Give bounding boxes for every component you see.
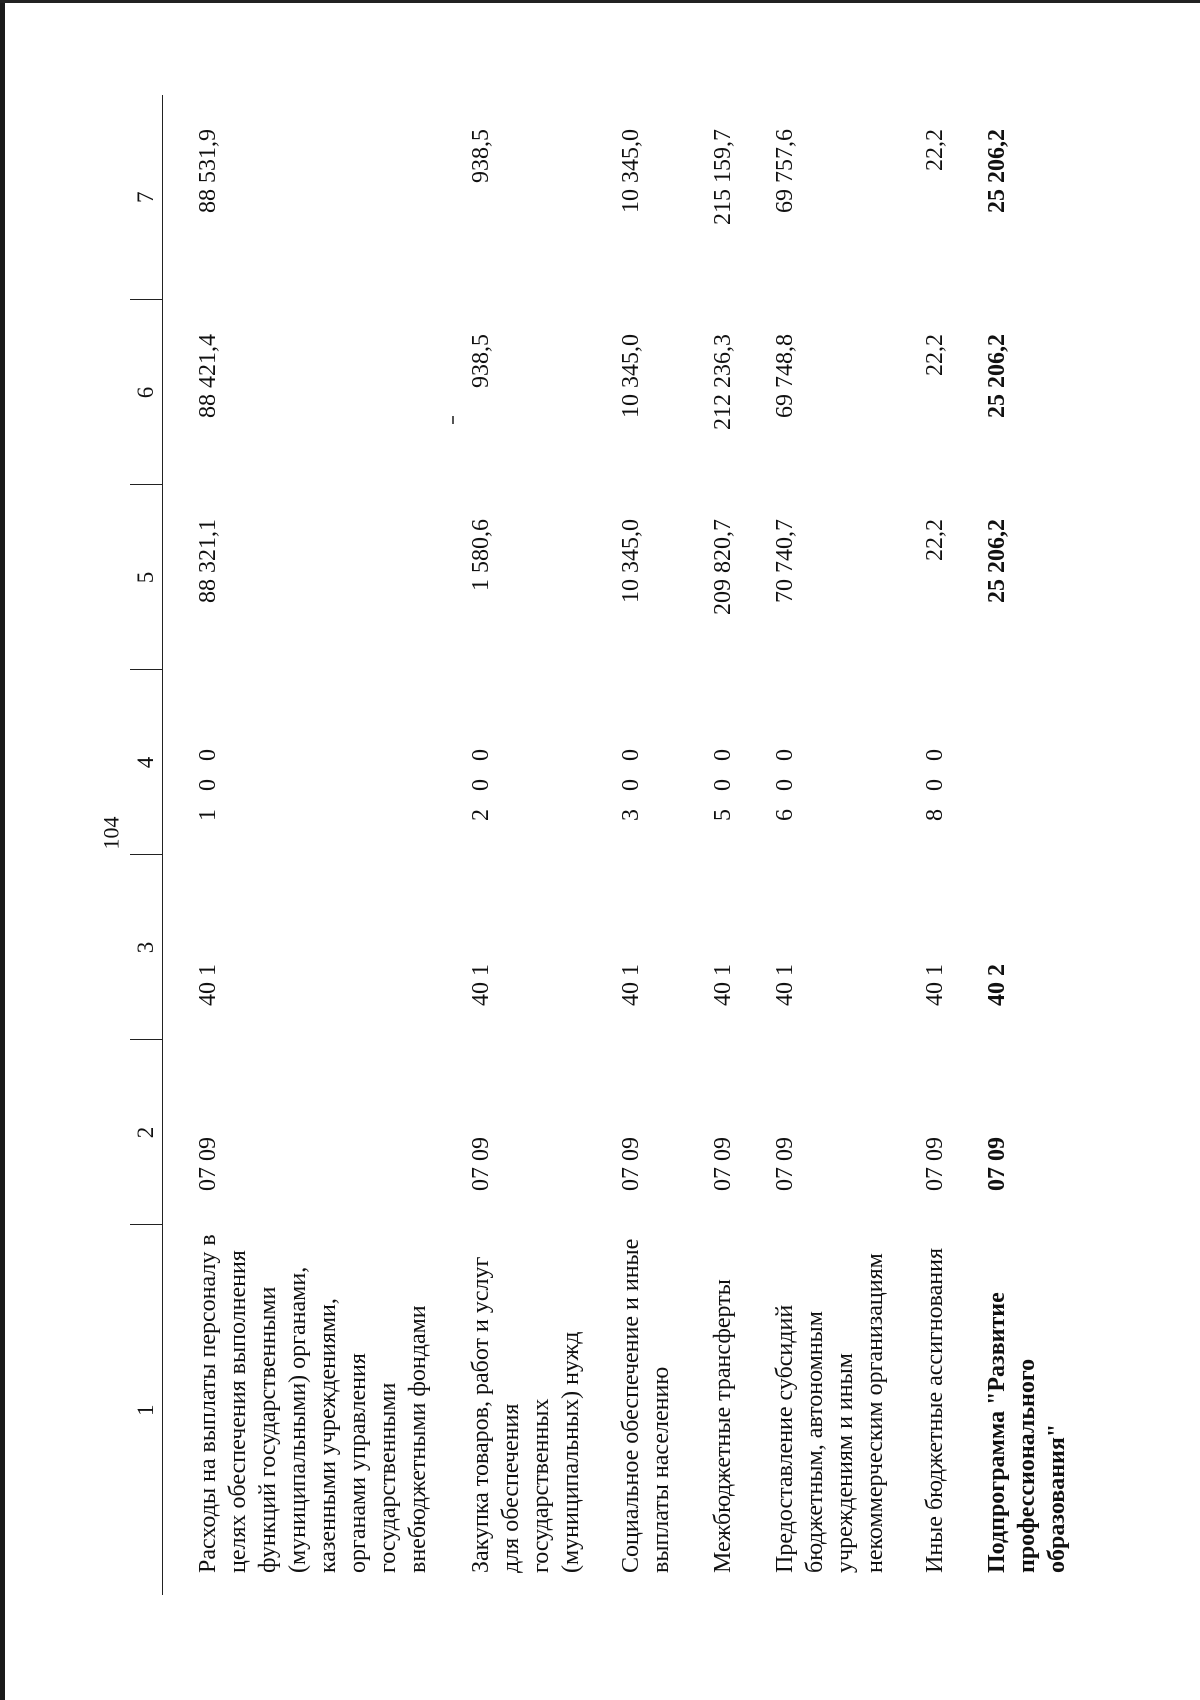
value-col-5: 209 820,7	[710, 519, 736, 615]
target-code: 40 1	[195, 964, 221, 1006]
budget-table-container	[130, 95, 1170, 1595]
target-code: 40 2	[984, 964, 1010, 1006]
expense-type-code: 1 0 0	[195, 743, 221, 821]
col-header-6: 6	[130, 300, 163, 485]
value-col-7: 22,2	[922, 129, 948, 171]
table-row	[678, 95, 740, 1595]
section-code: 07 09	[195, 1137, 221, 1191]
col-header-3: 3	[130, 855, 163, 1040]
header-row	[130, 95, 163, 1595]
target-code: 40 1	[618, 964, 644, 1006]
table-row	[586, 95, 678, 1595]
section-code: 07 09	[618, 1137, 644, 1191]
value-col-6: 938,5	[468, 334, 494, 388]
value-col-6: 25 206,2	[984, 334, 1010, 418]
value-col-5: 22,2	[922, 519, 948, 561]
row-name: Иные бюджетные ассигнования	[922, 1248, 948, 1573]
expense-type-code: 2 0 0	[468, 743, 494, 821]
value-col-6: 22,2	[922, 334, 948, 376]
expense-type-code: 5 0 0	[710, 743, 736, 821]
value-col-6: 10 345,0	[618, 334, 644, 418]
expense-type-code: 8 0 0	[922, 743, 948, 821]
value-col-7: 938,5	[468, 129, 494, 183]
row-name: Межбюджетные трансферты	[710, 1279, 736, 1573]
table-row	[740, 95, 890, 1595]
section-code: 07 09	[922, 1137, 948, 1191]
value-col-6: 212 236,3	[710, 334, 736, 430]
value-col-7: 69 757,6	[772, 129, 798, 213]
table-row	[890, 95, 952, 1595]
scan-edge-left	[0, 0, 5, 1700]
target-code: 40 1	[922, 964, 948, 1006]
col-header-7: 7	[130, 95, 163, 300]
expense-type-code	[952, 670, 1072, 855]
table-row	[163, 95, 437, 1595]
value-col-7: 25 206,2	[984, 129, 1010, 213]
row-name: Закупка товаров, работ и услуг для обеспечения государственных (муниципальных) нужд	[468, 1256, 584, 1573]
value-col-7: 88 531,9	[195, 129, 221, 213]
value-col-7: 10 345,0	[618, 129, 644, 213]
col-header-5: 5	[130, 485, 163, 670]
row-name: Социальное обеспечение и иные выплаты населению	[618, 1238, 674, 1573]
col-header-4: 4	[130, 670, 163, 855]
section-code: 07 09	[984, 1137, 1010, 1191]
budget-table	[130, 95, 1072, 1595]
value-col-5: 10 345,0	[618, 519, 644, 603]
value-col-5: 25 206,2	[984, 519, 1010, 603]
row-name: Предоставление субсидий бюджетным, автономным учреждениям и иным некоммерческим организациям	[772, 1253, 888, 1573]
value-col-6: 69 748,8	[772, 334, 798, 418]
target-code: 40 1	[772, 964, 798, 1006]
target-code: 40 1	[468, 964, 494, 1006]
scan-edge-top	[0, 0, 1200, 3]
value-col-7: 215 159,7	[710, 129, 736, 225]
col-header-1: 1	[130, 1225, 163, 1595]
value-col-5: 88 321,1	[195, 519, 221, 603]
col-header-2: 2	[130, 1040, 163, 1225]
table-row	[436, 95, 586, 1595]
target-code: 40 1	[710, 964, 736, 1006]
value-col-6: 88 421,4	[195, 334, 221, 418]
subprogram-name: Подпрограмма "Развитие профессионального образования"	[984, 1292, 1070, 1573]
row-name: Расходы на выплаты персоналу в целях обеспечения выполнения функций государственными (муниципальными) органами, казенными учреждениями, органами управления государственными внебюджетными фондами	[195, 1234, 431, 1573]
subprogram-total-row	[952, 95, 1072, 1595]
value-col-5: 1 580,6	[468, 519, 494, 591]
page-number: 104	[98, 816, 124, 850]
section-code: 07 09	[710, 1137, 736, 1191]
section-code: 07 09	[772, 1137, 798, 1191]
section-code: 07 09	[468, 1137, 494, 1191]
expense-type-code: 3 0 0	[618, 743, 644, 821]
expense-type-code: 6 0 0	[772, 743, 798, 821]
value-col-5: 70 740,7	[772, 519, 798, 603]
